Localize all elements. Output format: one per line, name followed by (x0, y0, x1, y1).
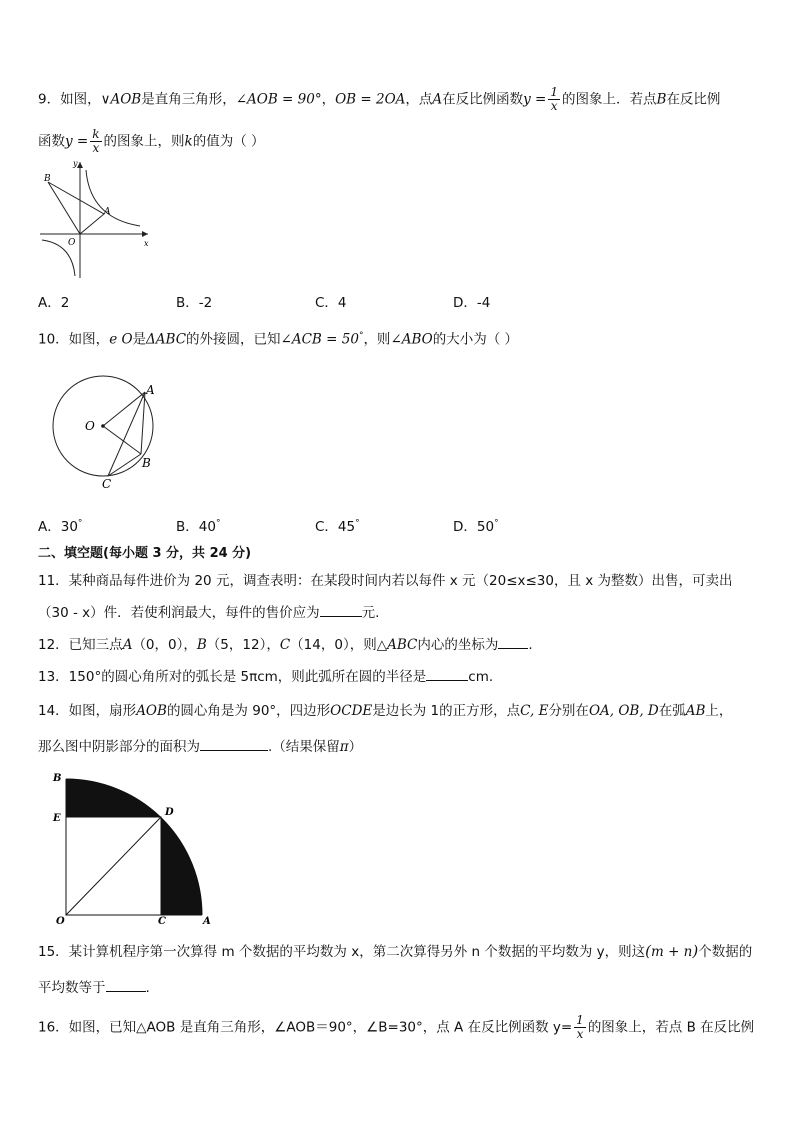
q14-square: OCDE (330, 703, 373, 719)
q9-line-1 (38, 86, 720, 113)
q9-function: y = (65, 133, 89, 150)
q12-answer-blank[interactable] (498, 634, 528, 649)
q14-text: 是边长为 1的正方形，点 (372, 703, 521, 719)
label-o: O (56, 916, 65, 926)
q14-text: 的圆心角是为 90°，四边形 (166, 703, 331, 719)
q9-condition: OB = 2OA (335, 91, 406, 108)
q14-answer-blank[interactable] (200, 736, 268, 751)
q16-fraction (574, 1014, 586, 1041)
label-o: O (85, 419, 95, 433)
segment-ab (141, 392, 145, 454)
q15-text: . (145, 980, 150, 996)
q9-triangle: ∨AOB (100, 91, 142, 108)
q9-text: 在反比例 (666, 91, 721, 108)
q9-line-2 (38, 128, 265, 155)
q14-line-2 (38, 736, 362, 757)
option-text: C．45 (315, 519, 356, 535)
q9-text: 是直角三角形， (141, 91, 236, 108)
q11-answer-blank[interactable] (320, 602, 362, 617)
q9-option-d: D．-4 (453, 295, 491, 311)
q14-points: C, E (520, 703, 549, 719)
q9-text: ，点 (405, 91, 433, 108)
q9-option-c: C．4 (315, 295, 347, 311)
q9-angle: ∠AOB = 90° (235, 91, 322, 108)
q9-point: A (432, 91, 443, 108)
q16-text: 的图象上，若点 B 在反比例 (587, 1019, 755, 1036)
q10-line: 10．如图，e O是ΔABC的外接圆，已知∠ACB = 50°，则∠ABO的大小为（ ） (38, 331, 519, 348)
q10-text: 的外接圆，已知 (186, 331, 281, 348)
q14-text: 那么图中阴影部分的面积为 (38, 739, 200, 755)
label-c: C (158, 916, 166, 926)
q12-text: 内心的坐标为 (417, 637, 499, 653)
q13-answer-blank[interactable] (426, 666, 468, 681)
q9-option-a: A．2 (38, 295, 70, 311)
q9-figure (36, 158, 154, 280)
q14-text: ） (348, 739, 363, 755)
q12-point-a: A (122, 637, 133, 653)
label-o: O (68, 238, 76, 248)
q12-coord: （14，0），则△ (290, 637, 388, 653)
q15-text: 个数据的 (698, 944, 753, 960)
q14-line-1 (38, 701, 732, 721)
q12-triangle: ABC (387, 637, 418, 653)
label-a: A (146, 383, 155, 397)
q13-text: 13．150°的圆心角所对的弧长是 5πcm，则此弧所在圆的半径是 (38, 669, 427, 685)
q14-segments: OA, OB, D (588, 703, 659, 719)
q9-fraction-2 (90, 128, 101, 155)
q10-circle: e O (109, 331, 133, 348)
q9-text: 的值为（ ） (192, 133, 265, 150)
label-e: E (53, 813, 61, 824)
label-d: D (165, 807, 174, 818)
q10-text: ，则 (363, 331, 391, 348)
denominator: x (92, 141, 100, 155)
triangle-aob (48, 182, 104, 234)
q14-pi: π (339, 739, 349, 755)
q9-function: y = (523, 91, 547, 108)
q10-angle: ∠ACB = 50 (280, 331, 359, 348)
label-c: C (102, 477, 112, 491)
label-a: A (203, 916, 211, 926)
q10-option-a: A．30° (38, 518, 83, 535)
q16-line (38, 1014, 754, 1041)
label-x: x (144, 239, 149, 248)
q12-text: . (528, 637, 533, 653)
segment-ob (103, 426, 141, 454)
section-heading: 二、填空题(每小题 3 分，共 24 分) (38, 546, 252, 561)
option-text: D．50 (453, 519, 495, 535)
q10-text: 是 (132, 331, 147, 348)
shaded-region-right (161, 817, 202, 915)
q16-text: 16．如图，已知△AOB 是直角三角形，∠AOB＝90°，∠B=30°，点 A 在反比例函数 y= (38, 1019, 573, 1036)
q12-coord: （0，0）， (132, 637, 197, 653)
q9-fraction-1 (548, 86, 560, 113)
q11-line-2 (38, 602, 379, 623)
q14-sector: AOB (136, 703, 167, 719)
q9-k: k (184, 133, 193, 150)
label-y: y (73, 159, 78, 168)
q12-point-b: B (196, 637, 207, 653)
numerator: k (92, 127, 100, 141)
q15-line-1: 15．某计算机程序第一次算得 m 个数据的平均数为 x，第二次算得另外 n 个数据的平均数为 y，则这(m + n)个数据的 (38, 942, 753, 960)
q10-target-angle: ∠ABO (390, 331, 433, 348)
q15-text: 15．某计算机程序第一次算得 m 个数据的平均数为 x，第二次算得另外 n 个数据的平均数为 y，则这 (38, 944, 646, 960)
label-b: B (44, 174, 51, 184)
q14-arc: AB (685, 703, 706, 719)
q14-figure (48, 770, 218, 926)
hyperbola-branch-1 (86, 170, 140, 226)
q10-figure (48, 372, 168, 492)
q11-line-1: 11．某种商品每件进价为 20 元，调查表明：在某段时间内若以每件 x 元（20≤x≤30，且 x 为整数）出售，可卖出 (38, 573, 733, 589)
q15-count: m + n (650, 944, 693, 960)
q10-text: 10．如图， (38, 331, 110, 348)
label-b: B (53, 773, 62, 784)
q9-text: 的图象上，则 (103, 133, 185, 150)
q9-text: 在反比例函数 (442, 91, 524, 108)
y-axis-arrow (77, 162, 83, 168)
shaded-region-top (66, 779, 161, 817)
q13-text: cm. (468, 669, 494, 685)
q10-option-b: B．40° (176, 518, 221, 535)
q9-point: B (656, 91, 667, 108)
label-a: A (104, 207, 111, 217)
q9-option-b: B．-2 (176, 295, 213, 311)
q14-text: 14．如图，扇形 (38, 703, 137, 719)
q15-text: 平均数等于 (38, 980, 106, 996)
x-axis-arrow (142, 231, 148, 237)
q9-text: 的图象上．若点 (562, 91, 657, 108)
denominator: x (550, 99, 558, 113)
q14-text: .（结果保留 (268, 739, 340, 755)
q10-option-d: D．50° (453, 518, 499, 535)
q15-line-2 (38, 977, 150, 998)
q9-text: 9．如图， (38, 91, 101, 108)
q10-option-c: C．45° (315, 518, 360, 535)
option-text: A．30 (38, 519, 78, 535)
q12-point-c: C (279, 637, 291, 653)
denominator: x (576, 1027, 584, 1041)
q14-text: 分别在 (548, 703, 589, 719)
q11-text: （30 - x）件．若使利润最大，每件的售价应为 (38, 605, 320, 621)
q11-text: 元. (361, 605, 380, 621)
q12-line (38, 634, 533, 655)
q10-text: 的大小为（ ） (432, 331, 519, 348)
q10-triangle: ΔABC (146, 331, 187, 348)
q9-text: 函数 (38, 133, 65, 150)
q15-answer-blank[interactable] (106, 977, 146, 992)
q13-line (38, 666, 493, 687)
q14-text: 上， (705, 703, 733, 719)
q12-coord: （5，12）， (206, 637, 280, 653)
numerator: 1 (550, 85, 559, 99)
q12-text: 12．已知三点 (38, 637, 123, 653)
label-b: B (142, 456, 151, 470)
option-text: B．40 (176, 519, 216, 535)
numerator: 1 (576, 1013, 584, 1027)
segment-oa (103, 392, 145, 426)
q14-text: 在弧 (658, 703, 686, 719)
q9-text: ， (321, 91, 336, 108)
